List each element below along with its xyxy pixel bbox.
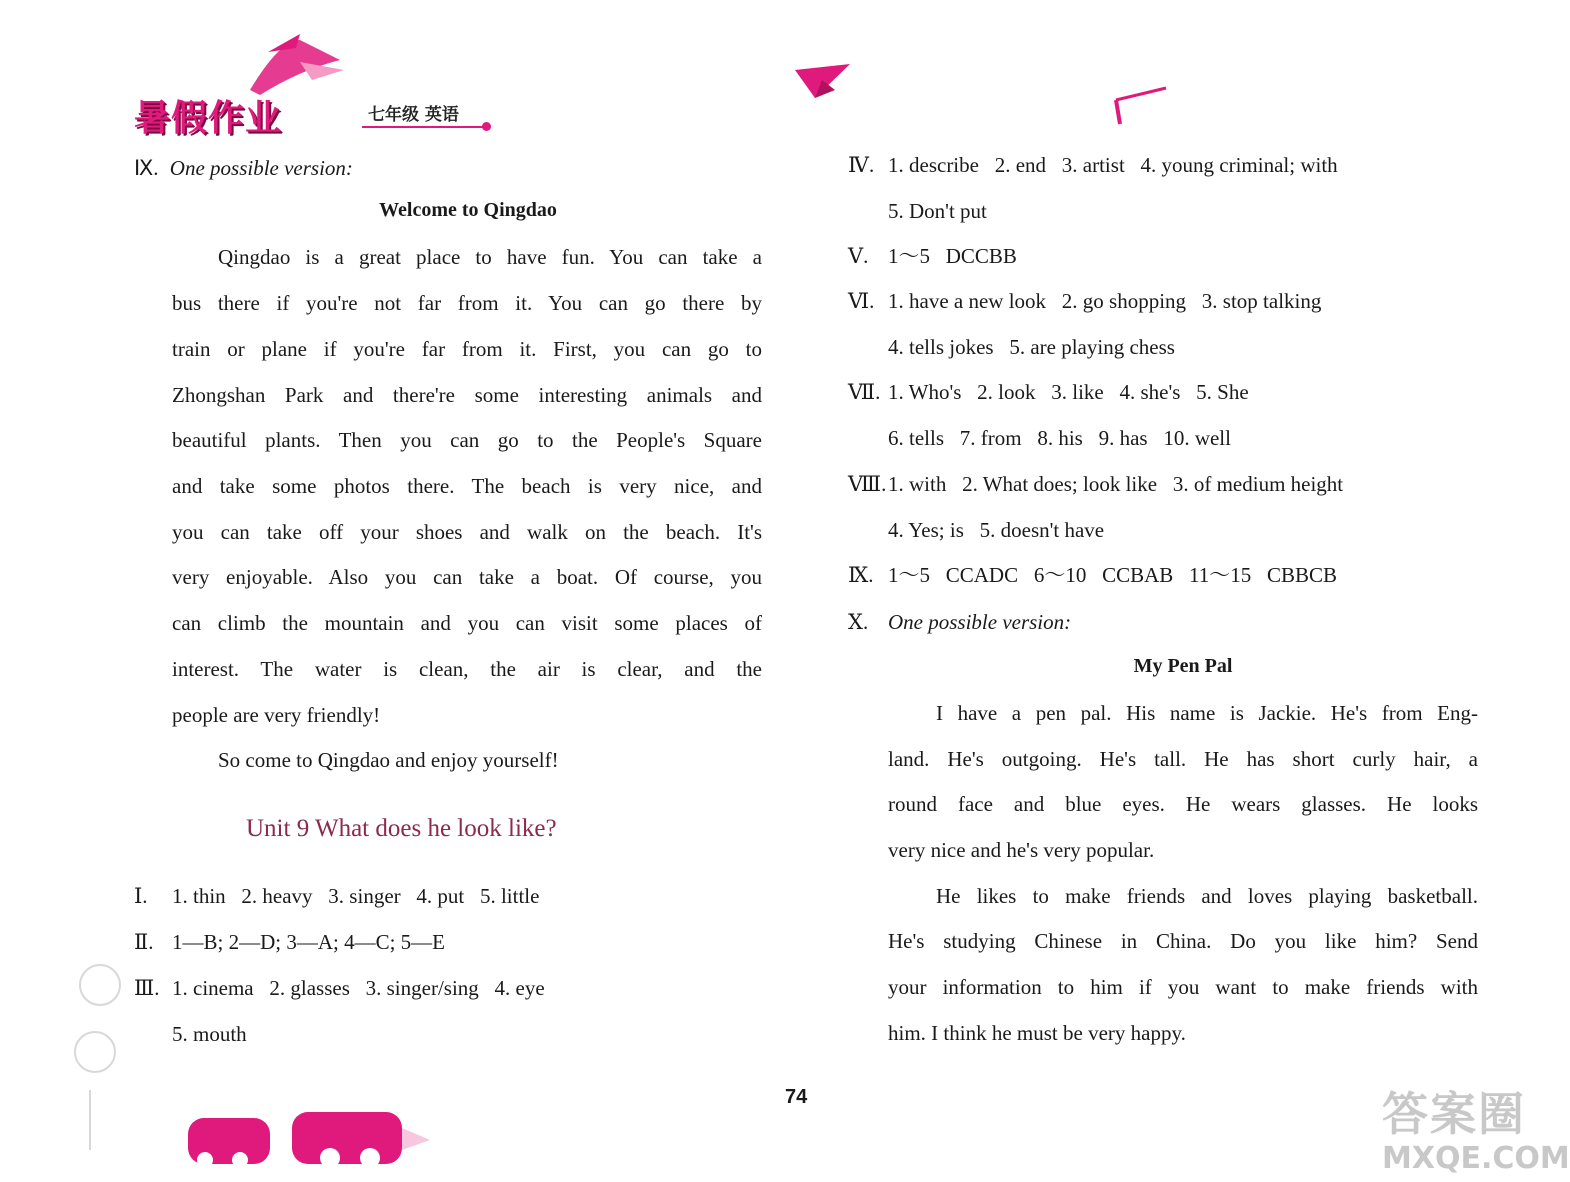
- essay-line: train or plane if you're far from it. First, you can go to: [172, 337, 762, 361]
- footer-decoration: [188, 1112, 430, 1168]
- essay-line: very nice and he's very popular.: [888, 838, 1155, 862]
- essay-line: very enjoyable. Also you can take a boat. Of course, you: [172, 565, 762, 589]
- header-swoosh-decoration: [250, 34, 344, 95]
- essay-line: and take some photos there. The beach is very nice, and: [172, 474, 762, 498]
- answer-text: 1. thin 2. heavy 3. singer 4. put 5. little: [172, 884, 540, 908]
- essay-line: people are very friendly!: [172, 703, 381, 727]
- header-logo-text: 暑假作业: [134, 98, 283, 139]
- answer-row: [848, 335, 1175, 359]
- section-label: Ⅵ.: [848, 289, 875, 313]
- header-dot: [482, 122, 491, 131]
- essay-intro: One possible version:: [169, 156, 353, 180]
- section-label: Ⅱ.: [134, 930, 154, 954]
- header-logo: [130, 88, 320, 138]
- answer-row: [848, 199, 987, 223]
- essay-line: land. He's outgoing. He's tall. He has short curly hair, a: [888, 747, 1478, 771]
- answer-row: [848, 244, 1017, 268]
- answer-text: 1. Who's 2. look 3. like 4. she's 5. She: [888, 380, 1249, 404]
- answer-text: 1. with 2. What does; look like 3. of medium height: [888, 472, 1344, 496]
- essay-title-pen-pal: My Pen Pal: [1133, 655, 1233, 677]
- answer-text: 4. tells jokes 5. are playing chess: [888, 335, 1175, 359]
- section-label: Ⅲ.: [134, 976, 160, 1000]
- answer-text: 5. mouth: [172, 1022, 247, 1046]
- watermark-url: MXQE.COM: [1382, 1141, 1570, 1176]
- section-label: Ⅸ.: [848, 563, 874, 587]
- essay-intro: One possible version:: [888, 610, 1072, 634]
- essay-line: your information to him if you want to make friends with: [888, 975, 1478, 999]
- answer-text: 1. cinema 2. glasses 3. singer/sing 4. eye: [172, 976, 545, 1000]
- answer-text: 1. have a new look 2. go shopping 3. stop talking: [888, 289, 1322, 313]
- answer-text: 4. Yes; is 5. doesn't have: [888, 518, 1105, 542]
- answer-row: [134, 930, 445, 954]
- answer-text: 6. tells 7. from 8. his 9. has 10. well: [888, 426, 1231, 450]
- section-label: Ⅹ.: [848, 610, 869, 634]
- essay-title-qingdao: Welcome to Qingdao: [379, 199, 557, 221]
- answer-text: 1. describe 2. end 3. artist 4. young criminal; with: [888, 153, 1338, 177]
- arrow-decoration-icon: [1116, 88, 1166, 124]
- section-label: Ⅰ.: [134, 884, 148, 908]
- essay-line: Zhongshan Park and there're some interesting animals and: [172, 383, 762, 407]
- essay-line: round face and blue eyes. He wears glasses. He looks: [888, 792, 1478, 816]
- essay-line: He likes to make friends and loves playing basketball.: [936, 884, 1478, 908]
- answer-row: [134, 884, 539, 908]
- header-subtitle: 七年级 英语: [368, 105, 459, 125]
- answer-row: [134, 976, 545, 1000]
- essay-line: interest. The water is clean, the air is clear, and the: [172, 657, 762, 681]
- section-label: Ⅴ.: [848, 244, 869, 268]
- answer-row: [848, 518, 1104, 542]
- essay-line: you can take off your shoes and walk on the beach. It's: [172, 520, 762, 544]
- essay-line: beautiful plants. Then you can go to the People's Square: [172, 428, 762, 452]
- right-x-heading: [848, 610, 1071, 634]
- answer-row: [848, 153, 1338, 177]
- watermark-logo-text: 答案圈: [1382, 1087, 1526, 1141]
- essay-line: He's studying Chinese in China. Do you like him? Send: [888, 929, 1478, 953]
- unit-title: Unit 9 What does he look like?: [246, 815, 557, 842]
- essay-line: bus there if you're not far from it. You can go there by: [172, 291, 762, 315]
- section-label: Ⅳ.: [848, 153, 875, 177]
- essay-line: him. I think he must be very happy.: [888, 1021, 1186, 1045]
- answer-row: [848, 563, 1337, 587]
- essay-line: can climb the mountain and you can visit some places of: [172, 611, 762, 635]
- section-label: Ⅸ.: [134, 156, 159, 180]
- left-ix-heading: [134, 156, 353, 180]
- header-underline: [362, 126, 487, 128]
- answer-text: 1～5 CCADC 6～10 CCBAB 11～15 CBBCB: [888, 563, 1338, 587]
- margin-circles-decoration: [75, 965, 120, 1150]
- paper-plane-icon: [795, 64, 850, 98]
- watermark: [1382, 1078, 1570, 1174]
- essay-line: Qingdao is a great place to have fun. You can take a: [218, 245, 762, 269]
- section-label: Ⅶ.: [848, 380, 881, 404]
- answer-row: [848, 426, 1231, 450]
- essay-closing: So come to Qingdao and enjoy yourself!: [218, 748, 559, 772]
- answer-text: 1—B; 2—D; 3—A; 4—C; 5—E: [172, 930, 446, 954]
- answer-row: [848, 289, 1321, 313]
- essay-line: I have a pen pal. His name is Jackie. He's from Eng-: [936, 701, 1478, 725]
- page-number: 74: [785, 1086, 808, 1108]
- answer-row: [848, 380, 1249, 404]
- answer-row: [848, 472, 1343, 496]
- section-label: Ⅷ.: [848, 472, 887, 496]
- answer-text: 5. Don't put: [888, 199, 987, 223]
- answer-text: 1～5 DCCBB: [888, 244, 1017, 268]
